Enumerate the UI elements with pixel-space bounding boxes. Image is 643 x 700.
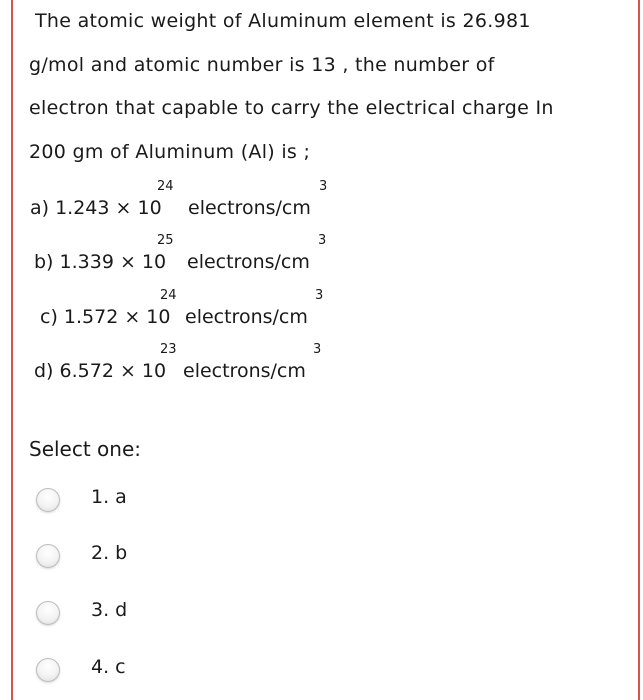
- radio-button[interactable]: [36, 544, 60, 568]
- option-a-unit-exponent: 3: [319, 179, 328, 194]
- question-line-3: electron that capable to carry the electrical charge In: [29, 97, 554, 119]
- option-b-exponent: 25: [157, 233, 174, 248]
- radio-button[interactable]: [36, 601, 60, 625]
- choice-4[interactable]: [36, 658, 236, 684]
- option-c-unit-exponent: 3: [315, 288, 324, 303]
- question-line-4: 200 gm of Aluminum (Al) is ;: [29, 141, 311, 163]
- option-a-exponent: 24: [157, 179, 174, 194]
- option-c-exponent: 24: [160, 288, 177, 303]
- option-d: [34, 342, 322, 382]
- choice-label[interactable]: 1. a: [91, 486, 127, 508]
- option-a: [30, 179, 328, 219]
- choice-1[interactable]: [36, 488, 236, 514]
- question-line-1: The atomic weight of Aluminum element is 26.981: [35, 10, 531, 32]
- right-border: [638, 0, 640, 700]
- option-a-value: a) 1.243 × 10: [30, 197, 162, 219]
- option-d-unit: electrons/cm: [183, 360, 306, 382]
- option-c-value: c) 1.572 × 10: [40, 306, 171, 328]
- option-b: [34, 233, 327, 273]
- question-line-2: g/mol and atomic number is 13 , the number of: [29, 54, 495, 76]
- option-d-value: d) 6.572 × 10: [34, 360, 167, 382]
- option-b-unit: electrons/cm: [187, 251, 310, 273]
- choice-3[interactable]: [36, 601, 236, 627]
- left-border: [11, 0, 13, 700]
- option-c: [40, 288, 324, 328]
- option-a-unit: electrons/cm: [188, 197, 311, 219]
- option-d-unit-exponent: 3: [313, 342, 322, 357]
- select-one-label: Select one:: [29, 437, 142, 461]
- choice-2[interactable]: [36, 544, 236, 570]
- option-d-exponent: 23: [160, 342, 177, 357]
- choice-label[interactable]: 2. b: [91, 542, 128, 564]
- option-b-unit-exponent: 3: [318, 233, 327, 248]
- radio-button[interactable]: [36, 658, 60, 682]
- radio-button[interactable]: [36, 488, 60, 512]
- choice-label[interactable]: 3. d: [91, 599, 128, 621]
- option-b-value: b) 1.339 × 10: [34, 251, 167, 273]
- option-c-unit: electrons/cm: [185, 306, 308, 328]
- choice-label[interactable]: 4. c: [91, 656, 126, 678]
